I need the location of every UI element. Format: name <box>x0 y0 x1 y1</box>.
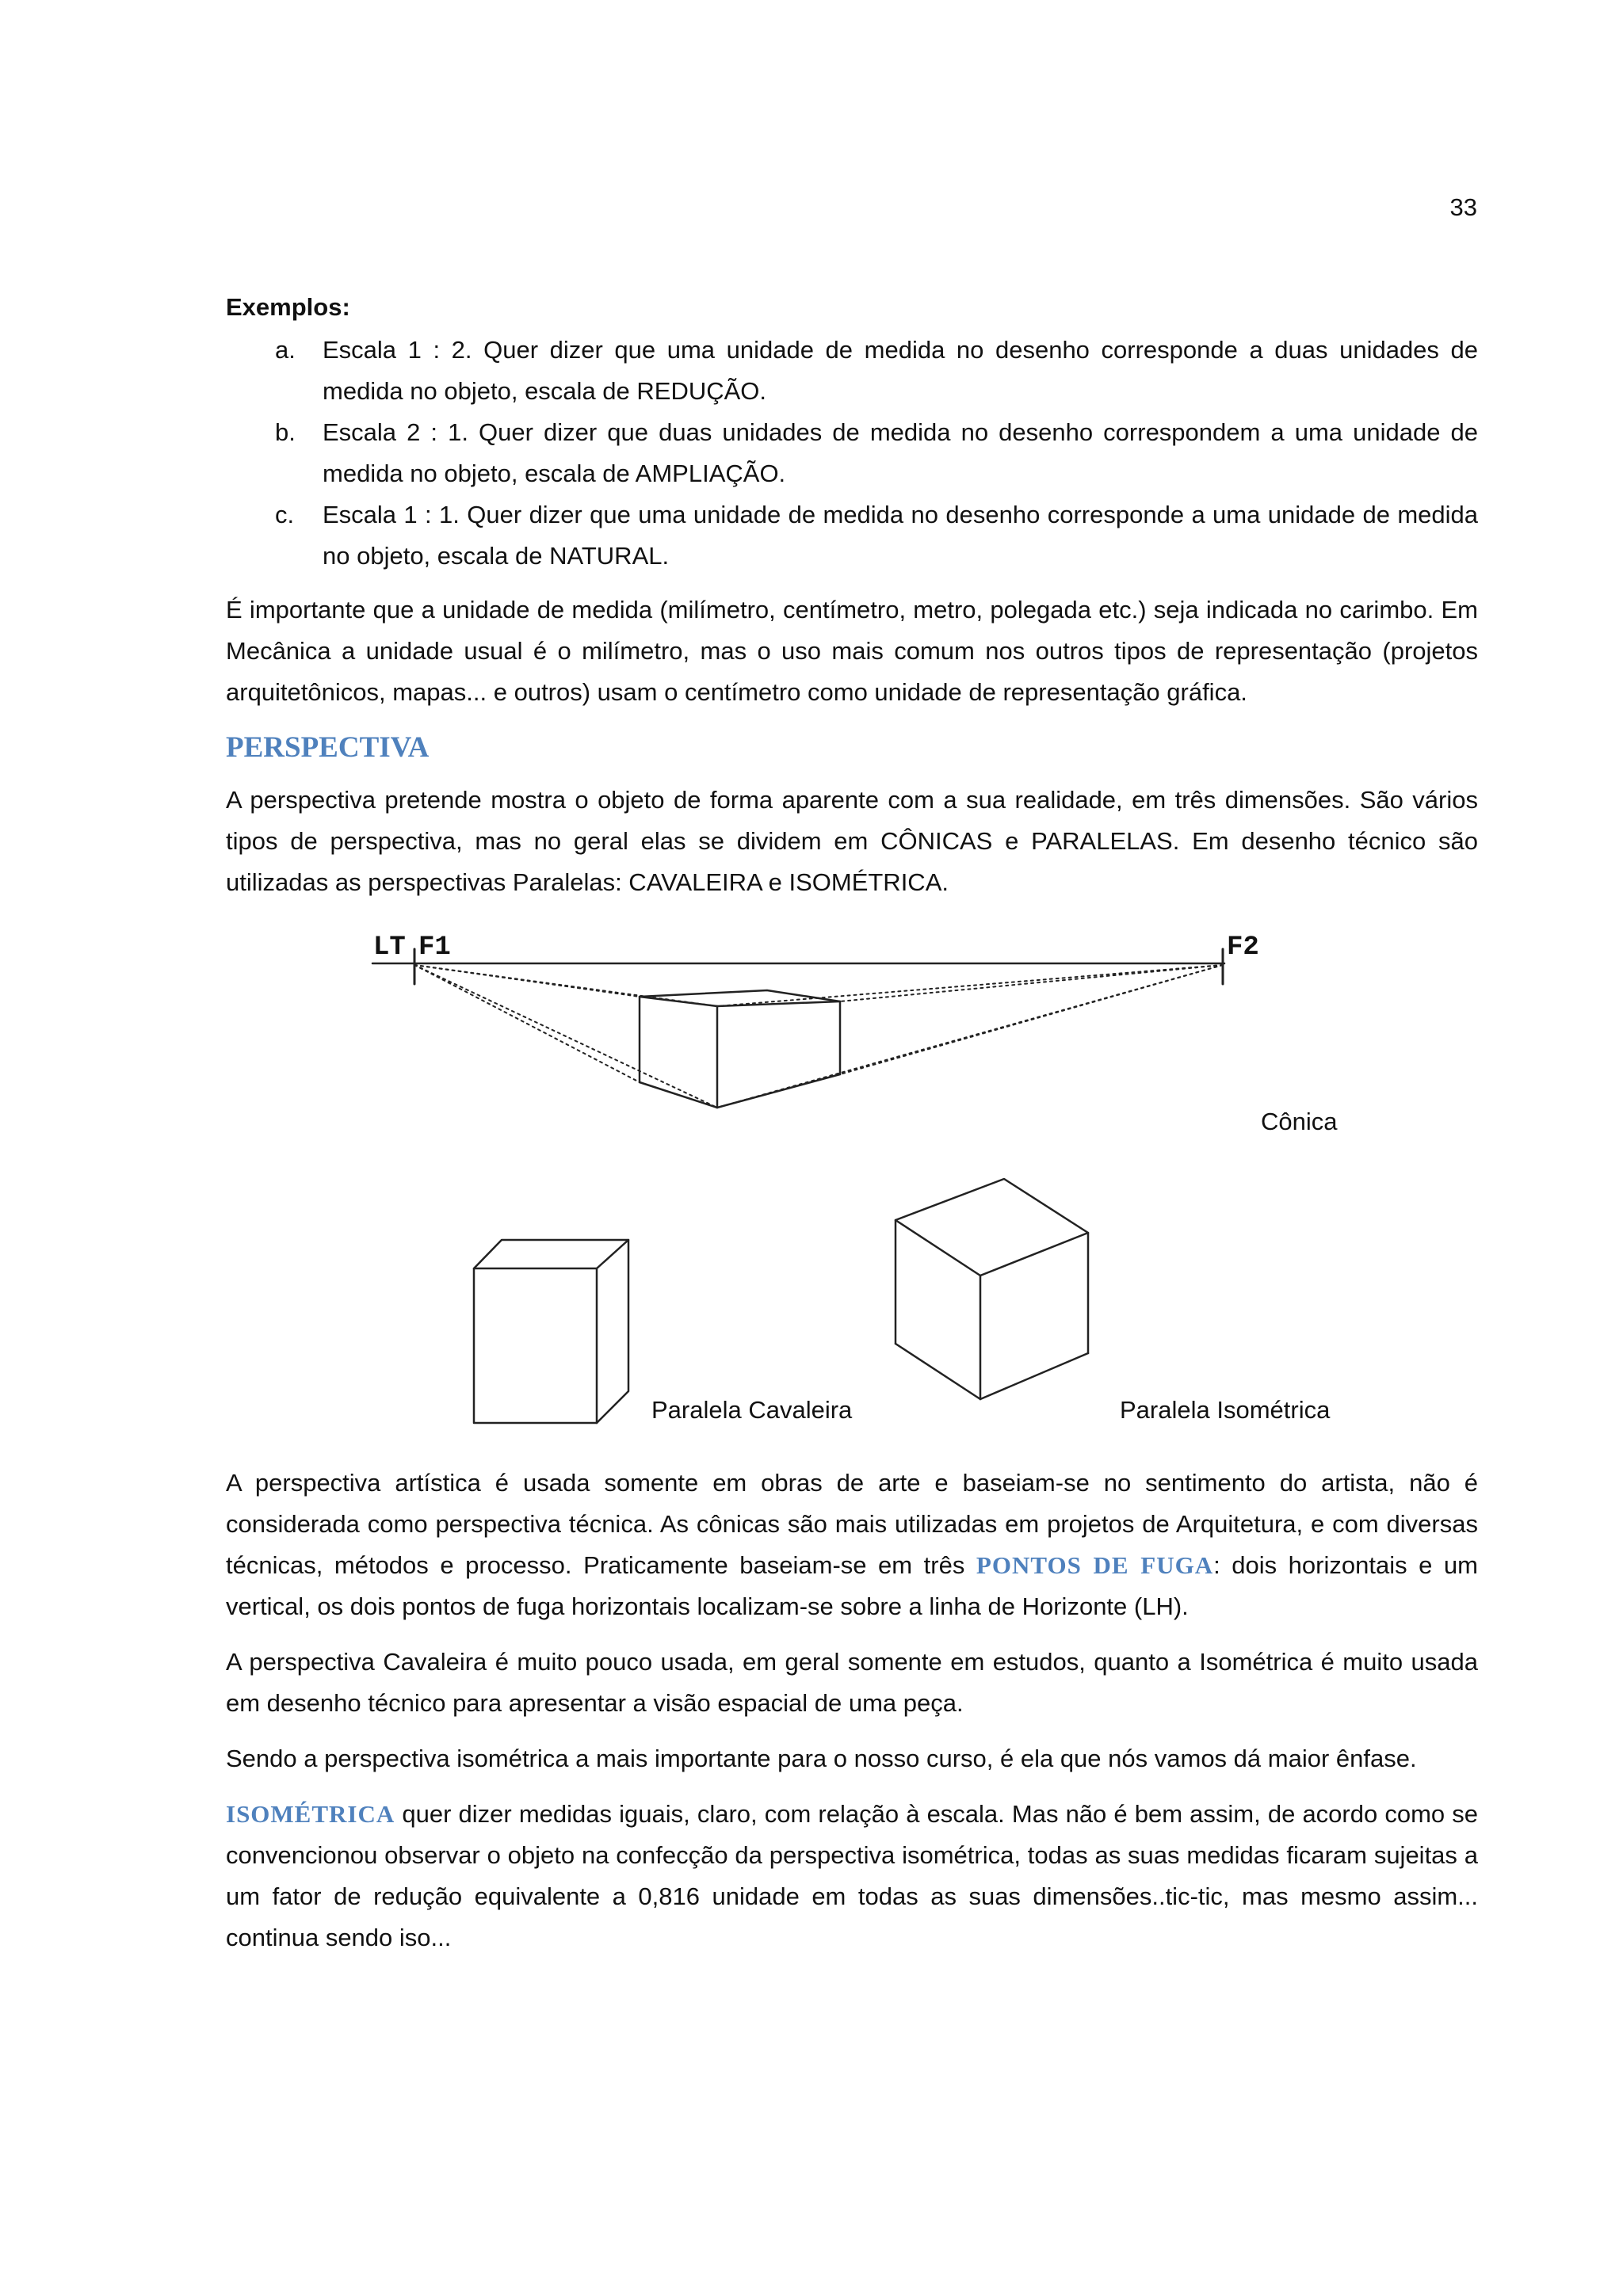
cavalier-cube <box>474 1240 628 1423</box>
list-marker: c. <box>275 501 295 528</box>
page-number: 33 <box>1449 193 1477 221</box>
list-item-text: Escala 1 : 2. Quer dizer que uma unidade de medida no desenho corresponde a duas unidades de medida no objeto, escala de REDUÇÃO. <box>323 336 1478 405</box>
conica-label: Cônica <box>1261 1108 1338 1135</box>
list-item <box>226 494 1478 577</box>
paragraph-enfase: Sendo a perspectiva isométrica a mais importante para o nosso curso, é ela que nós vamos dá maior ênfase. <box>226 1745 1417 1772</box>
conic-cube <box>640 990 840 1108</box>
list-item-text: Escala 2 : 1. Quer dizer que duas unidades de medida no desenho correspondem a uma unidade de medida no objeto, escala de AMPLIAÇÃO. <box>323 418 1478 487</box>
isometric-cube <box>896 1179 1088 1399</box>
lt-label: LT <box>373 933 406 963</box>
f1-label: F1 <box>418 933 451 963</box>
examples-list <box>226 330 1478 577</box>
highlight-isometrica: ISOMÉTRICA <box>226 1800 395 1828</box>
highlight-pontos-de-fuga: PONTOS DE FUGA <box>976 1551 1214 1579</box>
paragraph-intro: A perspectiva pretende mostra o objeto de forma aparente com a sua realidade, em três dimensões. São vários tipos de perspectiva, mas no geral elas se dividem em CÔNICAS e PARALELAS. Em desenho técnico são utilizadas as perspectivas Paralelas: CAVALEIRA e ISOMÉTRICA. <box>226 786 1478 896</box>
paragraph-artistica <box>226 1463 1478 1627</box>
paragraph-units: É importante que a unidade de medida (milímetro, centímetro, metro, polegada etc.) seja indicada no carimbo. Em Mecânica a unidade usual é o milímetro, mas o uso mais comum nos outros tipos de representação (projetos arquitetônicos, mapas... e outros) usam o centímetro como unidade de representação gráfica. <box>226 596 1478 706</box>
list-item-text: Escala 1 : 1. Quer dizer que uma unidade de medida no desenho corresponde a uma unidade de medida no objeto, escala de NATURAL. <box>323 501 1478 570</box>
list-marker: b. <box>275 418 296 446</box>
vanishing-lines <box>414 965 1223 1108</box>
perspective-figure <box>226 917 1478 1456</box>
paragraph-artistica-text: A perspectiva artística é usada somente em obras de arte e baseiam-se no sentimento do artista, não é considerada como perspectiva técnica. As cônicas são mais utilizadas em projetos de Arquitetura, e com diversas técnicas, métodos e processo. Praticamente baseiam-se em três <box>226 1469 1478 1579</box>
page-content <box>226 287 1478 1973</box>
section-title-perspectiva: PERSPECTIVA <box>226 731 430 764</box>
paragraph-isometrica <box>226 1794 1478 1958</box>
perspective-drawing <box>226 917 1478 1456</box>
examples-title: Exemplos: <box>226 293 350 321</box>
list-item <box>226 412 1478 494</box>
paragraph-artistica-text-end: : dois horizontais e um vertical, os dois pontos de fuga horizontais localizam-se sobre a linha de Horizonte (LH). <box>226 1551 1478 1620</box>
f2-label: F2 <box>1227 933 1259 963</box>
isometrica-label: Paralela Isométrica <box>1120 1396 1331 1424</box>
cavaleira-label: Paralela Cavaleira <box>651 1396 853 1424</box>
paragraph-cavaleira: A perspectiva Cavaleira é muito pouco usada, em geral somente em estudos, quanto a Isométrica é muito usada em desenho técnico para apresentar a visão espacial de uma peça. <box>226 1648 1478 1717</box>
list-marker: a. <box>275 336 296 364</box>
list-item <box>226 330 1478 412</box>
paragraph-isometrica-text: quer dizer medidas iguais, claro, com relação à escala. Mas não é bem assim, de acordo como se convencionou observar o objeto na confecção da perspectiva isométrica, todas as suas medidas ficaram sujeitas a um fator de redução equivalente a 0,816 unidade em todas as suas dimensões..tic-tic, mas mesmo assim... continua sendo iso... <box>226 1800 1478 1951</box>
